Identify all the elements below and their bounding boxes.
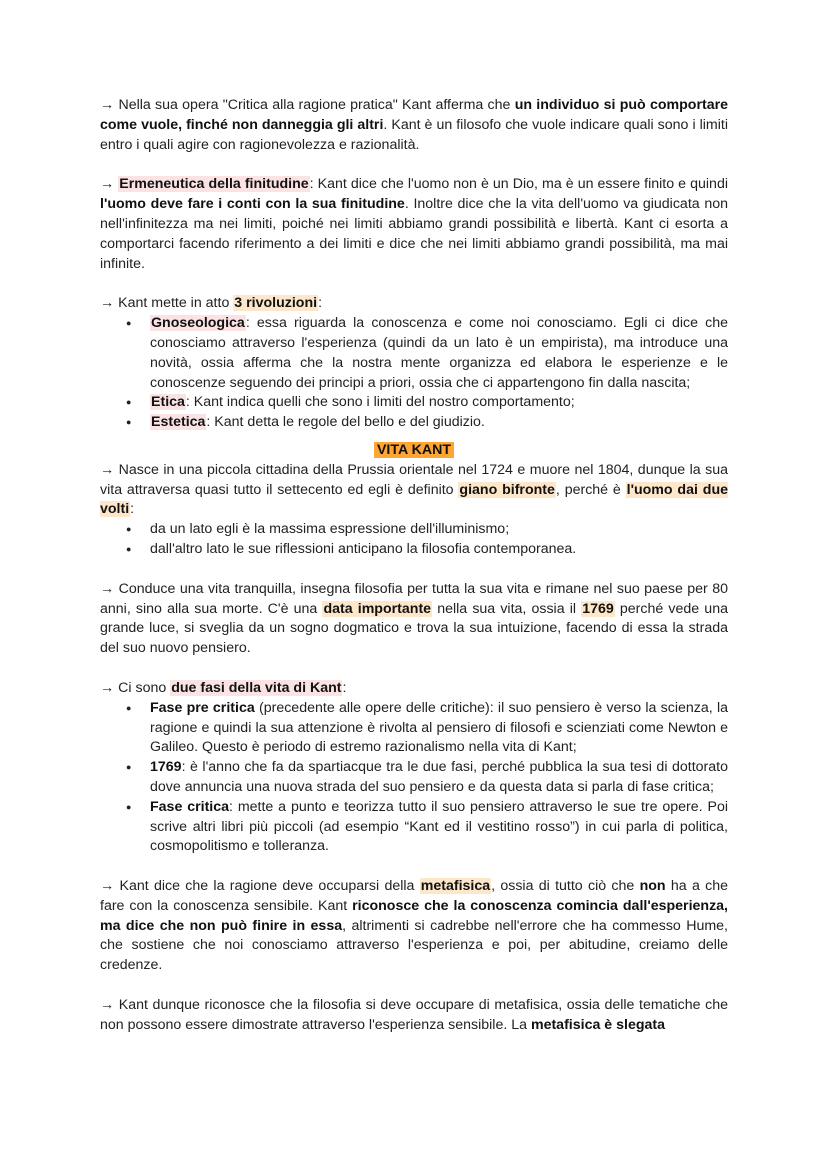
list-item: ● Fase critica: mette a punto e teorizza tutto il suo pensiero attraverso le sue tre opere. Poi scrive altri libri più piccoli (ad esempio “Kant ed il vestitino rosso”) in cui parla di politica, cosmopolitismo e tolleranza. [100,798,728,857]
arrow-icon: → [100,997,115,1014]
list-item: ● Etica: Kant indica quelli che sono i limiti del nostro comportamento; [100,393,728,413]
list-rivoluzioni [100,314,728,433]
document-page [100,96,728,1036]
bold-text: metafisica è slegata [530,1016,666,1033]
highlight-data-importante: data importante [323,600,432,617]
list-item: ● 1769: è l'anno che fa da spartiacque tra le due fasi, perché pubblica la sua tesi di dottorato dove annuncia una nuova strada del suo pensiero e da questa data si parla di fase critica; [100,758,728,798]
bold-text: l'uomo deve fare i conti con la sua finitudine [100,196,405,213]
list-item: ● dall'altro lato le sue riflessioni anticipano la filosofia contemporanea. [100,540,728,560]
highlight-giano-bifronte: giano bifronte [459,481,555,498]
paragraph-due-fasi: → Ci sono due fasi della vita di Kant: [100,679,347,696]
list-item: ● Estetica: Kant detta le regole del bello e del giudizio. [100,413,728,433]
paragraph-filosofia-metafisica: → Kant dunque riconosce che la filosofia si deve occupare di metafisica, ossia delle tematiche che non possono essere dimostrate attraverso l'esperienza sensibile. La metafisica è slegata [100,997,728,1033]
arrow-icon: → [100,461,115,478]
list-due-volti [100,520,728,560]
arrow-icon: → [100,878,115,895]
paragraph-ermeneutica: → Ermeneutica della finitudine: Kant dice che l'uomo non è un Dio, ma è un essere finito e quindi l'uomo deve fare i conti con la sua finitudine. Inoltre dice che la vita dell'uomo va giudicata non nell'infinitezza ma nei limiti, poiché nei limiti abbiamo grandi possibilità e libertà. Kant ci esorta a comportarci facendo riferimento a dei limiti e dice che nei limiti abbiamo grandi possibilità, ma mai infinite. [100,176,728,272]
list-item: ● Fase pre critica (precedente alle opere delle critiche): il suo pensiero è verso la scienza, la ragione e quindi la sua attenzione è rivolta al pensiero di filosofi e scienziati come Newton e Galileo. Questo è periodo di estremo razionalismo nella vita di Kant; [100,699,728,758]
arrow-icon: → [100,176,115,193]
highlight-metafisica: metafisica [420,878,491,895]
highlight-1769: 1769 [582,600,614,617]
list-fasi [100,699,728,857]
bold-text: riconosce che la conoscenza comincia dall'esperienza, ma dice che non può finire in essa [100,897,728,934]
paragraph-vita-tranquilla: → Conduce una vita tranquilla, insegna filosofia per tutta la sua vita e rimane nel suo paese per 80 anni, sino alla sua morte. C'è una data importante nella sua vita, ossia il 1769 perché vede una grande luce, si sveglia da un sogno dogmatico e trova la sua intuizione, facendo di essa la strada del suo nuovo pensiero. [100,580,728,657]
arrow-icon: → [100,97,115,113]
paragraph-vita: → Nasce in una piccola cittadina della Prussia orientale nel 1724 e muore nel 1804, dunque la sua vita attraversa quasi tutto il settecento ed egli è definito giano bifronte, perché è l'uomo dai due volti: [100,461,728,518]
list-item: ● Gnoseologica: essa riguarda la conoscenza e come noi conosciamo. Egli ci dice che conosciamo attraverso l'esperienza (quindi da un lato è un empirista), ma introduce una novità, ossia afferma che la nostra mente organizza ed elabora le esperienze e le conoscenze seguendo dei principi a priori, ossia che ci appartengono fin dalla nascita; [100,314,728,393]
arrow-icon: → [100,679,115,696]
highlight-due-volti: l'uomo dai due volti [100,481,728,518]
paragraph-rivoluzioni: → Kant mette in atto 3 rivoluzioni: [100,295,323,312]
bold-text: un individuo si può comportare come vuole, finché non danneggia gli altri [100,97,728,133]
arrow-icon: → [100,580,115,597]
arrow-icon: → [100,295,115,312]
list-item: ● da un lato egli è la massima espressione dell'illuminismo; [100,520,728,540]
highlight-ermeneutica: Ermeneutica della finitudine [119,176,309,193]
highlight-due-fasi: due fasi della vita di Kant [171,679,342,696]
section-title: VITA KANT [100,441,728,461]
paragraph-metafisica: → Kant dice che la ragione deve occuparsi della metafisica, ossia di tutto ciò che non ha a che fare con la conoscenza sensibile. Kant riconosce che la conoscenza comincia dall'esperienza, ma dice che non può finire in essa, altrimenti si cadrebbe nell'errore che ha commesso Hume, che sostiene che noi conosciamo attraverso l'esperienza e poi, per abitudine, creiamo delle credenze. [100,878,729,974]
highlight-rivoluzioni: 3 rivoluzioni [234,295,318,312]
paragraph-critica-ragione-pratica: → Nella sua opera "Critica alla ragione pratica" Kant afferma che un individuo si può comportare come vuole, finché non danneggia gli altri. Kant è un filosofo che vuole indicare quali sono i limiti entro i quali agire con ragionevolezza e razionalità. [100,97,728,153]
